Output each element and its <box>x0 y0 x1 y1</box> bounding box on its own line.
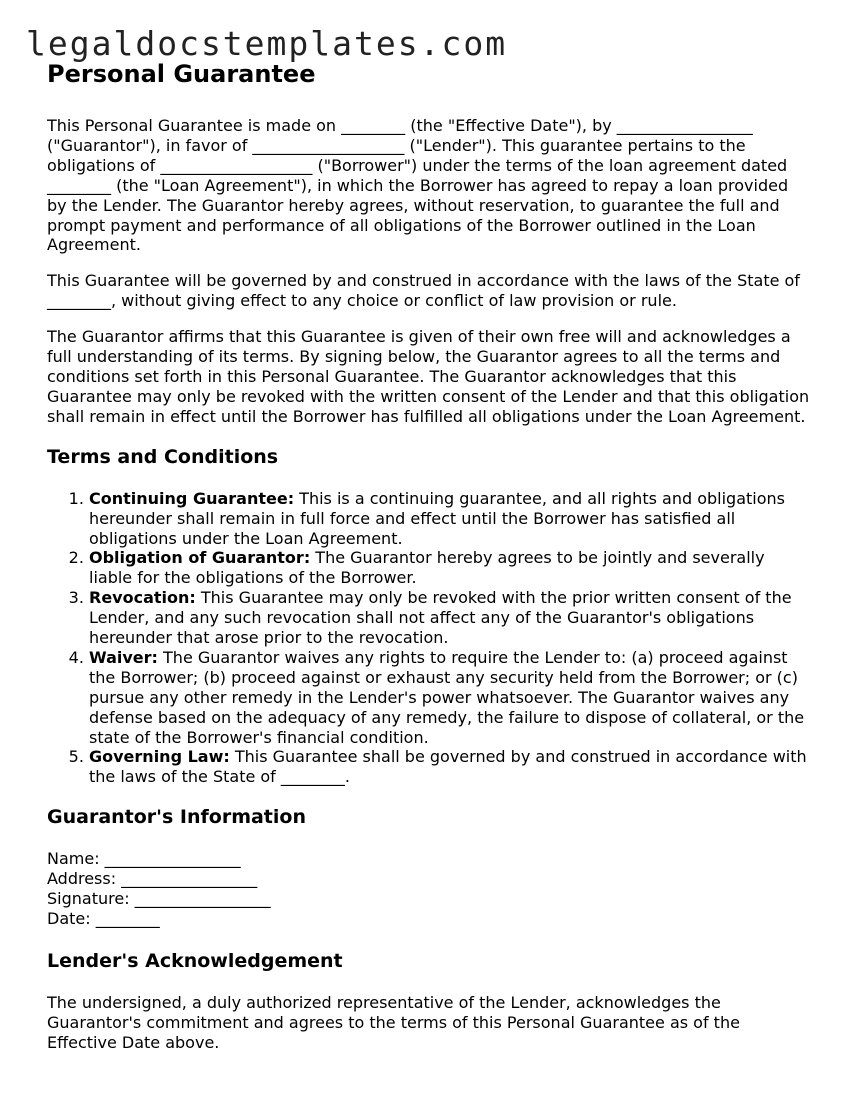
term-text: This Guarantee may only be revoked with the prior written consent of the Lender, and any such revocation shall not affect any of the Guarantor's obligations hereunder that arose prior to the revocation. <box>89 588 792 648</box>
date-field: Date: ________ <box>47 909 160 928</box>
term-text: This Guarantee shall be governed by and construed in accordance with the laws of the State of ________. <box>89 747 807 787</box>
guarantor-fields <box>47 849 812 929</box>
lender-ack-paragraph: The undersigned, a duly authorized representative of the Lender, acknowledges the Guarantor's commitment and agrees to the terms of this Personal Guarantee as of the Effective Date above. <box>47 992 740 1052</box>
watermark: legaldocstemplates.com <box>26 24 508 63</box>
document-title: Personal Guarantee <box>47 60 316 88</box>
lender-ack-heading: Lender's Acknowledgement <box>47 949 343 972</box>
term-label: Governing Law: <box>89 747 230 767</box>
terms-heading: Terms and Conditions <box>47 445 279 468</box>
affirmation-paragraph: The Guarantor affirms that this Guarantee is given of their own free will and acknowledges a full understanding of its terms. By signing below, the Guarantor agrees to all the terms and conditions set forth in this Personal Guarantee. The Guarantor acknowledges that this Guarantee may only be revoked with the written consent of the Lender and that this obligation shall remain in effect until the Borrower has fulfilled all obligations under the Loan Agreement. <box>47 327 810 426</box>
signature-field: Signature: _________________ <box>47 889 271 909</box>
list-item <box>89 588 812 648</box>
term-label: Revocation: <box>89 588 196 608</box>
list-item <box>89 489 812 549</box>
name-field: Name: _________________ <box>47 849 241 869</box>
terms-list <box>47 489 812 788</box>
term-text: This is a continuing guarantee, and all rights and obligations hereunder shall remain in full force and effect until the Borrower has satisfied all obligations under the Loan Agreement. <box>89 488 785 548</box>
document-body <box>47 58 812 1069</box>
term-label: Waiver: <box>89 647 158 667</box>
list-item <box>89 648 812 748</box>
intro-paragraph: This Personal Guarantee is made on ________ (the "Effective Date"), by _________________ ("Guarantor"), in favor of ___________________ ("Lender"). This guarantee pertains to the obligations of ___________________ ("Borrower") under the terms of the loan agreement dated ________ (the "Loan Agreement"), in which the Borrower has agreed to repay a loan provided by the Lender. The Guarantor hereby agrees, without reservation, to guarantee the full and prompt payment and performance of all obligations of the Borrower outlined in the Loan Agreement. <box>47 116 789 255</box>
guarantor-info-heading: Guarantor's Information <box>47 806 306 829</box>
list-item <box>89 747 812 787</box>
list-item <box>89 548 812 588</box>
term-label: Obligation of Guarantor: <box>89 548 311 568</box>
term-text: The Guarantor hereby agrees to be jointly and severally liable for the obligations of the Borrower. <box>89 548 765 588</box>
term-text: The Guarantor waives any rights to require the Lender to: (a) proceed against the Borrower; (b) proceed against or exhaust any security held from the Borrower; or (c) pursue any other remedy in the Lender's power whatsoever. The Guarantor waives any defense based on the adequacy of any remedy, the failure to dispose of collateral, or the state of the Borrower's financial condition. <box>89 647 805 747</box>
governing-paragraph: This Guarantee will be governed by and construed in accordance with the laws of the State of ________, without giving effect to any choice or conflict of law provision or rule. <box>47 271 800 311</box>
address-field: Address: _________________ <box>47 869 258 889</box>
term-label: Continuing Guarantee: <box>89 488 295 508</box>
